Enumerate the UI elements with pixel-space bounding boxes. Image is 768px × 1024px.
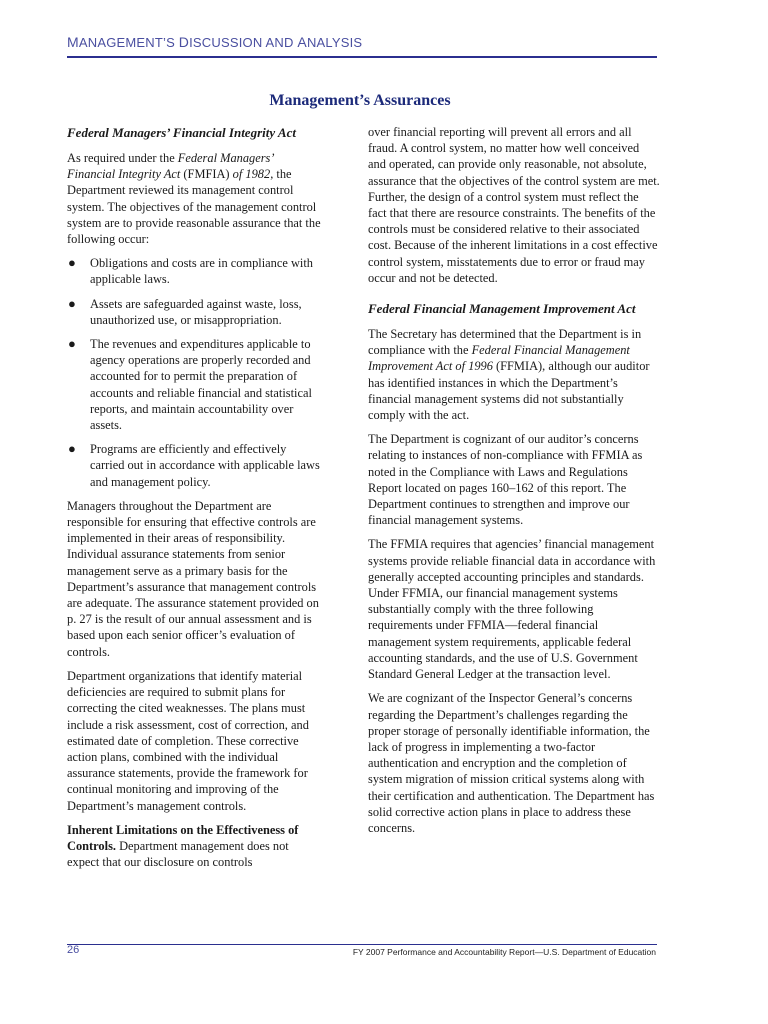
page-number: 26 <box>67 944 80 956</box>
section-title: Management’s Assurances <box>269 92 451 109</box>
inspector-general-paragraph: We are cognizant of the Inspector General’s concerns regarding the Department’s challenges regarding the proper storage of personally identifiable information, the lack of progress in implementing a two-factor authentication and encryption and the completion of system migration of mission critical systems along with their certification and authentication. The Department has solid corrective action plans in place to address these concerns. <box>368 691 655 835</box>
footer-rule <box>67 944 657 945</box>
list-item: ● Programs are efficiently and effectively carried out in accordance with applicable laws and management policy. <box>68 441 320 489</box>
list-item: ● Assets are safeguarded against waste, loss, unauthorized use, or misappropriation. <box>68 295 302 327</box>
bullet-icon: ● <box>68 255 76 271</box>
report-title: FY 2007 Performance and Accountability Report—U.S. Department of Education <box>352 947 656 957</box>
ffmia-heading: Federal Financial Management Improvement Act <box>368 301 636 317</box>
objectives-list <box>67 255 323 490</box>
inherent-limitations-paragraph: Inherent Limitations on the Effectiveness of Controls. Department management does not expect that our disclosure on controls <box>67 822 299 870</box>
auditor-concerns-paragraph: The Department is cognizant of our auditor’s concerns relating to instances of non-compliance with FFMIA as noted in the Compliance with Laws and Regulations Report located on pages 160–162 of this report. The Department continues to strengthen and improve our financial management systems. <box>368 432 643 528</box>
header-rule <box>67 56 657 58</box>
bullet-icon: ● <box>68 336 76 352</box>
deficiencies-paragraph: Department organizations that identify material deficiencies are required to submit plans for correcting the cited weaknesses. The plans must include a risk assessment, cost of correction, and estimated date of completion. These corrective action plans, combined with the individual assurance statements, provide the framework for continual monitoring and improving of the Department’s management controls. <box>67 668 309 813</box>
right-column <box>368 124 660 844</box>
continuation-paragraph: over financial reporting will prevent all errors and all fraud. A control system, no matter how well conceived and operated, can provide only reasonable, not absolute, assurance that the objectives of the control system are met. Further, the design of a control system must reflect the fact that there are resource constraints. The benefits of the controls must be considered relative to their associated cost. Because of the inherent limitations in a cost effective control system, misstatements due to error or fraud may occur and not be detected. <box>368 125 660 285</box>
list-item: ● The revenues and expenditures applicable to agency operations are properly recorded and accounted for to permit the preparation of accounts and reliable financial and statistical reports, and maintain accountability over assets. <box>68 336 312 433</box>
fmfia-heading: Federal Managers’ Financial Integrity Act <box>67 125 296 140</box>
bullet-icon: ● <box>68 441 76 457</box>
running-head: MANAGEMENT’S DISCUSSION AND ANALYSIS <box>67 34 363 50</box>
left-column <box>67 124 323 878</box>
inherent-limitations-heading: Inherent Limitations on the Effectiveness of Controls. <box>67 822 299 853</box>
managers-paragraph: Managers throughout the Department are responsible for ensuring that effective controls are implemented in their areas of responsibility. Individual assurance statements from senior management serve as a primary basis for the Department’s assurance that management controls are adequate. The assurance statement provided on p. 27 is the result of our annual assessment and is based upon each senior officer’s evaluation of controls. <box>67 498 319 659</box>
ffmia-requirements-paragraph: The FFMIA requires that agencies’ financial management systems provide reliable financial data in accordance with generally accepted accounting principles and standards. Under FFMIA, our financial management systems substantially comply with the three following requirements under FFMIA—federal financial management system requirements, applicable federal accounting standards, and the use of U.S. Government Standard General Ledger at the transaction level. <box>368 537 656 682</box>
fmfia-intro: As required under the Federal Managers’ Financial Integrity Act (FMFIA) of 1982, the Department reviewed its management control system. The objectives of the management control system are to provide reasonable assurance that the following occur: <box>67 151 321 247</box>
secretary-paragraph: The Secretary has determined that the Department is in compliance with the Federal Financial Management Improvement Act of 1996 (FFMIA), although our auditor has identified instances in which the Department’s financial management systems did not substantially comply with the act. <box>368 327 650 423</box>
list-item: ● Obligations and costs are in compliance with applicable laws. <box>68 255 313 287</box>
bullet-icon: ● <box>68 295 76 311</box>
